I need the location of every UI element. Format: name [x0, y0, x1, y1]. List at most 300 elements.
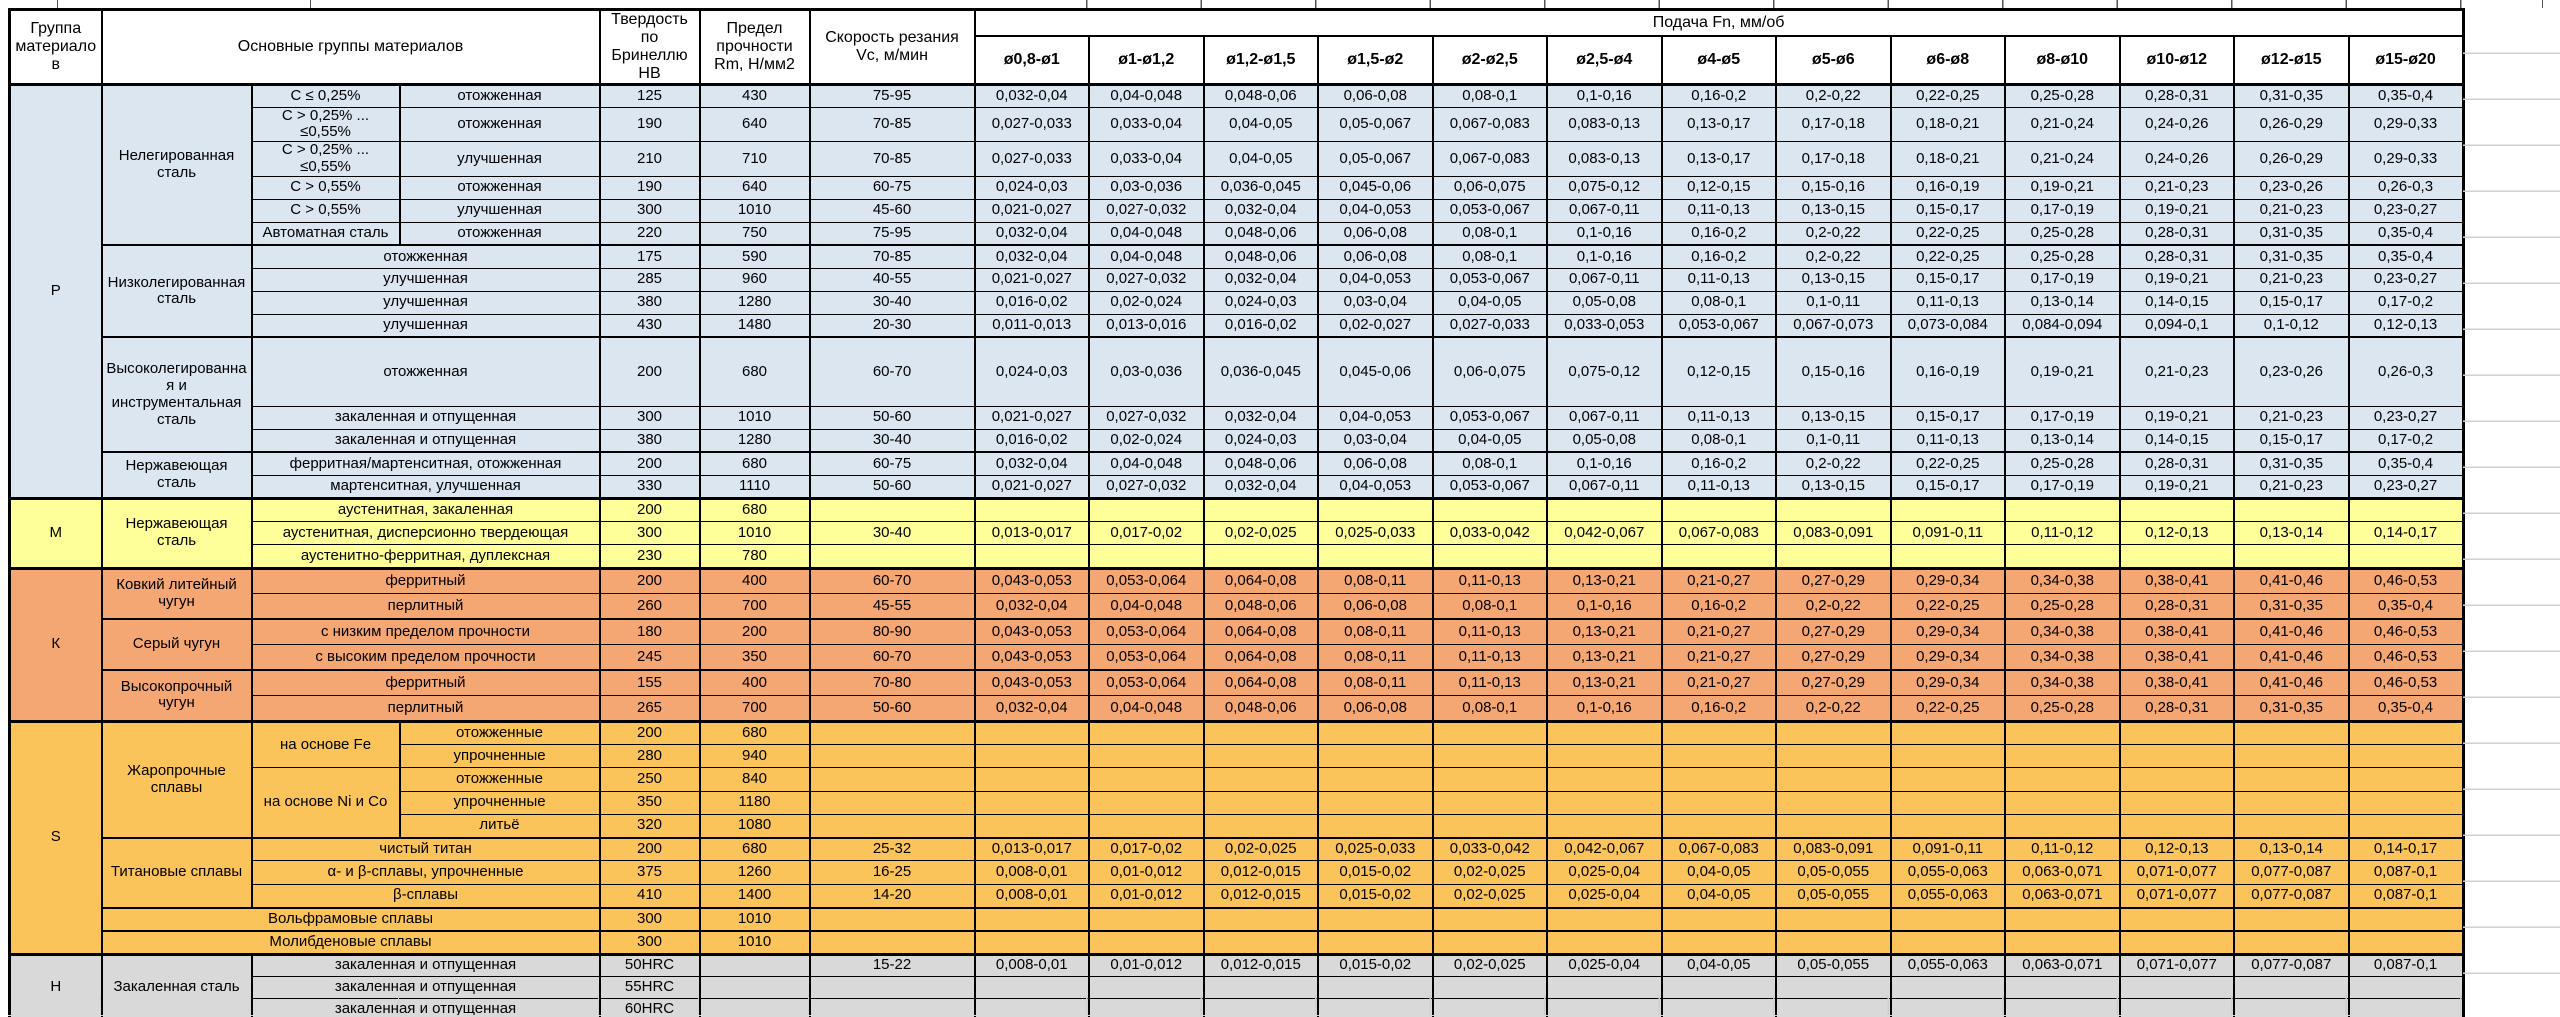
table-cell[interactable]: 15-22 [810, 954, 975, 976]
feed-value-cell[interactable] [1318, 745, 1433, 768]
feed-value-cell[interactable]: 0,1-0,16 [1547, 696, 1662, 722]
feed-value-cell[interactable]: 0,087-0,1 [2349, 861, 2464, 884]
feed-value-cell[interactable]: 0,008-0,01 [975, 861, 1090, 884]
feed-value-cell[interactable]: 0,032-0,04 [975, 222, 1090, 245]
feed-value-cell[interactable]: 0,033-0,053 [1547, 314, 1662, 337]
table-cell[interactable]: 200 [600, 568, 700, 594]
feed-value-cell[interactable]: 0,071-0,077 [2120, 861, 2235, 884]
feed-value-cell[interactable]: 0,12-0,15 [1662, 176, 1777, 199]
feed-value-cell[interactable]: 0,04-0,05 [1433, 429, 1548, 452]
table-cell[interactable]: Нелегированная сталь [102, 84, 252, 245]
table-cell[interactable]: 245 [600, 645, 700, 671]
table-cell[interactable]: ферритный [252, 568, 600, 594]
feed-value-cell[interactable]: 0,13-0,15 [1776, 406, 1891, 429]
feed-value-cell[interactable]: 0,21-0,23 [2234, 475, 2349, 498]
feed-value-cell[interactable]: 0,01-0,012 [1089, 861, 1204, 884]
feed-value-cell[interactable]: 0,24-0,26 [2120, 107, 2235, 142]
feed-value-cell[interactable]: 0,055-0,063 [1891, 954, 2006, 976]
feed-value-cell[interactable] [1776, 931, 1891, 954]
feed-value-cell[interactable]: 0,04-0,053 [1318, 475, 1433, 498]
feed-value-cell[interactable]: 0,35-0,4 [2349, 245, 2464, 268]
feed-value-cell[interactable]: 0,083-0,13 [1547, 142, 1662, 177]
feed-value-cell[interactable]: 0,15-0,17 [1891, 406, 2006, 429]
feed-value-cell[interactable] [1318, 545, 1433, 568]
table-cell[interactable]: 1010 [700, 908, 810, 931]
feed-value-cell[interactable]: 0,1-0,11 [1776, 291, 1891, 314]
feed-value-cell[interactable]: 0,012-0,015 [1204, 861, 1319, 884]
feed-value-cell[interactable]: 0,024-0,03 [975, 337, 1090, 406]
feed-value-cell[interactable]: 0,04-0,048 [1089, 594, 1204, 620]
feed-value-cell[interactable]: 0,08-0,11 [1318, 568, 1433, 594]
feed-value-cell[interactable] [1433, 814, 1548, 837]
feed-value-cell[interactable]: 0,18-0,21 [1891, 107, 2006, 142]
table-cell[interactable]: 710 [700, 142, 810, 177]
feed-value-cell[interactable] [2005, 545, 2120, 568]
table-cell[interactable]: на основе Fe [252, 721, 400, 768]
feed-value-cell[interactable]: 0,14-0,15 [2120, 291, 2235, 314]
feed-value-cell[interactable]: 0,29-0,34 [1891, 568, 2006, 594]
feed-value-cell[interactable]: 0,015-0,02 [1318, 954, 1433, 976]
feed-value-cell[interactable]: 0,025-0,04 [1547, 861, 1662, 884]
feed-value-cell[interactable]: 0,036-0,045 [1204, 176, 1319, 199]
table-cell[interactable]: 350 [700, 645, 810, 671]
table-cell[interactable]: перлитный [252, 696, 600, 722]
feed-value-cell[interactable]: 0,067-0,11 [1547, 268, 1662, 291]
table-cell[interactable]: 380 [600, 429, 700, 452]
table-cell[interactable]: 200 [600, 452, 700, 475]
feed-value-cell[interactable]: 0,13-0,14 [2005, 429, 2120, 452]
feed-value-cell[interactable]: 0,094-0,1 [2120, 314, 2235, 337]
feed-value-cell[interactable]: 0,013-0,016 [1089, 314, 1204, 337]
feed-value-cell[interactable]: 0,31-0,35 [2234, 594, 2349, 620]
feed-value-cell[interactable] [1547, 721, 1662, 744]
table-cell[interactable]: α- и β-сплавы, упрочненные [252, 861, 600, 884]
feed-value-cell[interactable] [1204, 745, 1319, 768]
feed-value-cell[interactable]: 0,21-0,24 [2005, 142, 2120, 177]
diameter-header[interactable]: ø8-ø10 [2005, 36, 2120, 84]
group-cell-m[interactable]: M [10, 498, 102, 568]
feed-value-cell[interactable]: 0,27-0,29 [1776, 568, 1891, 594]
feed-value-cell[interactable]: 0,25-0,28 [2005, 696, 2120, 722]
table-cell[interactable]: закаленная и отпущенная [252, 976, 600, 998]
table-cell[interactable]: улучшенная [400, 142, 600, 177]
group-cell-h[interactable]: Н [10, 954, 102, 1017]
feed-value-cell[interactable] [975, 814, 1090, 837]
feed-value-cell[interactable]: 0,02-0,025 [1204, 838, 1319, 861]
feed-value-cell[interactable] [2120, 791, 2235, 814]
table-cell[interactable]: 300 [600, 931, 700, 954]
feed-value-cell[interactable]: 0,06-0,075 [1433, 337, 1548, 406]
feed-value-cell[interactable]: 0,064-0,08 [1204, 619, 1319, 645]
table-cell[interactable]: 680 [700, 337, 810, 406]
feed-value-cell[interactable] [1776, 745, 1891, 768]
feed-value-cell[interactable]: 0,036-0,045 [1204, 337, 1319, 406]
table-cell[interactable]: Жаропрочные сплавы [102, 721, 252, 837]
diameter-header[interactable]: ø1,2-ø1,5 [1204, 36, 1319, 84]
table-cell[interactable]: 60-75 [810, 452, 975, 475]
feed-value-cell[interactable]: 0,1-0,12 [2234, 314, 2349, 337]
feed-value-cell[interactable]: 0,077-0,087 [2234, 861, 2349, 884]
feed-value-cell[interactable]: 0,2-0,22 [1776, 222, 1891, 245]
feed-value-cell[interactable]: 0,13-0,14 [2005, 291, 2120, 314]
table-cell[interactable]: 1480 [700, 314, 810, 337]
feed-value-cell[interactable] [1891, 545, 2006, 568]
table-cell[interactable]: отожженная [400, 176, 600, 199]
feed-value-cell[interactable]: 0,28-0,31 [2120, 245, 2235, 268]
table-cell[interactable]: Закаленная сталь [102, 954, 252, 1017]
table-cell[interactable]: 16-25 [810, 861, 975, 884]
feed-value-cell[interactable]: 0,13-0,15 [1776, 268, 1891, 291]
feed-value-cell[interactable]: 0,21-0,27 [1662, 645, 1777, 671]
feed-value-cell[interactable]: 0,23-0,26 [2234, 337, 2349, 406]
table-cell[interactable]: 1110 [700, 475, 810, 498]
table-cell[interactable]: 75-95 [810, 222, 975, 245]
feed-value-cell[interactable] [2349, 545, 2464, 568]
feed-value-cell[interactable]: 0,053-0,067 [1433, 199, 1548, 222]
feed-value-cell[interactable]: 0,027-0,032 [1089, 406, 1204, 429]
table-cell[interactable]: 280 [600, 745, 700, 768]
table-cell[interactable]: 60-70 [810, 645, 975, 671]
feed-value-cell[interactable] [1433, 745, 1548, 768]
table-cell[interactable]: отожженная [400, 107, 600, 142]
feed-value-cell[interactable]: 0,06-0,08 [1318, 696, 1433, 722]
feed-value-cell[interactable]: 0,11-0,13 [1662, 268, 1777, 291]
feed-value-cell[interactable]: 0,032-0,04 [1204, 268, 1319, 291]
table-cell[interactable] [810, 498, 975, 521]
table-cell[interactable]: 50-60 [810, 475, 975, 498]
feed-value-cell[interactable]: 0,14-0,17 [2349, 522, 2464, 545]
feed-value-cell[interactable]: 0,19-0,21 [2120, 268, 2235, 291]
feed-value-cell[interactable]: 0,15-0,16 [1776, 176, 1891, 199]
feed-value-cell[interactable]: 0,053-0,064 [1089, 645, 1204, 671]
feed-value-cell[interactable]: 0,11-0,13 [1662, 406, 1777, 429]
feed-value-cell[interactable]: 0,15-0,17 [1891, 199, 2006, 222]
table-cell[interactable]: 780 [700, 545, 810, 568]
table-cell[interactable]: 50-60 [810, 406, 975, 429]
feed-value-cell[interactable]: 0,032-0,04 [975, 245, 1090, 268]
feed-value-cell[interactable] [2234, 745, 2349, 768]
diameter-header[interactable]: ø2,5-ø4 [1547, 36, 1662, 84]
feed-value-cell[interactable] [2120, 814, 2235, 837]
feed-value-cell[interactable]: 0,11-0,13 [1891, 291, 2006, 314]
feed-value-cell[interactable]: 0,27-0,29 [1776, 619, 1891, 645]
table-cell[interactable]: закаленная и отпущенная [252, 406, 600, 429]
feed-value-cell[interactable]: 0,04-0,048 [1089, 84, 1204, 107]
feed-value-cell[interactable]: 0,04-0,05 [1204, 142, 1319, 177]
feed-value-cell[interactable]: 0,16-0,2 [1662, 84, 1777, 107]
feed-value-cell[interactable]: 0,05-0,067 [1318, 107, 1433, 142]
feed-value-cell[interactable] [1891, 721, 2006, 744]
table-cell[interactable]: отожженная [252, 245, 600, 268]
table-cell[interactable]: 1180 [700, 791, 810, 814]
feed-value-cell[interactable]: 0,016-0,02 [975, 429, 1090, 452]
feed-value-cell[interactable]: 0,02-0,025 [1433, 861, 1548, 884]
feed-value-cell[interactable] [1204, 545, 1319, 568]
feed-value-cell[interactable]: 0,032-0,04 [975, 696, 1090, 722]
feed-value-cell[interactable] [1204, 498, 1319, 521]
feed-value-cell[interactable]: 0,31-0,35 [2234, 222, 2349, 245]
feed-value-cell[interactable] [1776, 814, 1891, 837]
table-cell[interactable]: 1260 [700, 861, 810, 884]
table-cell[interactable]: 250 [600, 768, 700, 791]
table-cell[interactable]: 350 [600, 791, 700, 814]
feed-value-cell[interactable]: 0,41-0,46 [2234, 568, 2349, 594]
feed-value-cell[interactable]: 0,02-0,024 [1089, 291, 1204, 314]
feed-value-cell[interactable] [2349, 745, 2464, 768]
feed-value-cell[interactable] [1318, 721, 1433, 744]
feed-value-cell[interactable]: 0,35-0,4 [2349, 222, 2464, 245]
feed-value-cell[interactable]: 0,17-0,2 [2349, 291, 2464, 314]
feed-value-cell[interactable]: 0,35-0,4 [2349, 84, 2464, 107]
feed-value-cell[interactable]: 0,032-0,04 [1204, 406, 1319, 429]
feed-value-cell[interactable]: 0,04-0,05 [1662, 861, 1777, 884]
feed-value-cell[interactable]: 0,41-0,46 [2234, 670, 2349, 696]
feed-value-cell[interactable]: 0,033-0,04 [1089, 142, 1204, 177]
table-cell[interactable]: C > 0,25% ... ≤0,55% [252, 142, 400, 177]
feed-value-cell[interactable]: 0,048-0,06 [1204, 696, 1319, 722]
feed-value-cell[interactable]: 0,13-0,21 [1547, 619, 1662, 645]
feed-value-cell[interactable] [1433, 545, 1548, 568]
table-cell[interactable]: 190 [600, 176, 700, 199]
feed-value-cell[interactable]: 0,033-0,04 [1089, 107, 1204, 142]
feed-value-cell[interactable] [2005, 745, 2120, 768]
feed-value-cell[interactable]: 0,03-0,036 [1089, 176, 1204, 199]
feed-value-cell[interactable]: 0,14-0,15 [2120, 429, 2235, 452]
header-cutting-speed[interactable]: Скорость резания Vc, м/мин [810, 10, 975, 85]
feed-value-cell[interactable]: 0,1-0,11 [1776, 429, 1891, 452]
feed-value-cell[interactable]: 0,04-0,048 [1089, 696, 1204, 722]
table-cell[interactable]: 1010 [700, 406, 810, 429]
table-cell[interactable]: 155 [600, 670, 700, 696]
feed-value-cell[interactable]: 0,26-0,3 [2349, 337, 2464, 406]
feed-value-cell[interactable]: 0,13-0,21 [1547, 670, 1662, 696]
feed-value-cell[interactable] [1891, 791, 2006, 814]
feed-value-cell[interactable]: 0,29-0,34 [1891, 645, 2006, 671]
feed-value-cell[interactable]: 0,16-0,2 [1662, 594, 1777, 620]
feed-value-cell[interactable]: 0,2-0,22 [1776, 84, 1891, 107]
feed-value-cell[interactable] [1089, 931, 1204, 954]
feed-value-cell[interactable] [1662, 745, 1777, 768]
feed-value-cell[interactable] [1433, 498, 1548, 521]
table-cell[interactable]: 60-70 [810, 337, 975, 406]
feed-value-cell[interactable] [1662, 931, 1777, 954]
feed-value-cell[interactable]: 0,053-0,064 [1089, 670, 1204, 696]
feed-value-cell[interactable]: 0,015-0,02 [1318, 884, 1433, 907]
feed-value-cell[interactable]: 0,12-0,13 [2120, 838, 2235, 861]
feed-value-cell[interactable]: 0,17-0,19 [2005, 406, 2120, 429]
feed-value-cell[interactable]: 0,28-0,31 [2120, 84, 2235, 107]
feed-value-cell[interactable] [1891, 498, 2006, 521]
table-cell[interactable]: C ≤ 0,25% [252, 84, 400, 107]
table-cell[interactable]: 70-80 [810, 670, 975, 696]
feed-value-cell[interactable]: 0,08-0,1 [1433, 245, 1548, 268]
feed-value-cell[interactable] [1089, 745, 1204, 768]
feed-value-cell[interactable] [1433, 768, 1548, 791]
feed-value-cell[interactable]: 0,23-0,27 [2349, 406, 2464, 429]
feed-value-cell[interactable] [1433, 721, 1548, 744]
table-cell[interactable]: 300 [600, 406, 700, 429]
feed-value-cell[interactable]: 0,04-0,05 [1204, 107, 1319, 142]
feed-value-cell[interactable]: 0,46-0,53 [2349, 645, 2464, 671]
feed-value-cell[interactable]: 0,31-0,35 [2234, 452, 2349, 475]
feed-value-cell[interactable]: 0,46-0,53 [2349, 619, 2464, 645]
table-cell[interactable]: C > 0,25% ... ≤0,55% [252, 107, 400, 142]
feed-value-cell[interactable]: 0,29-0,34 [1891, 670, 2006, 696]
table-cell[interactable]: 200 [600, 498, 700, 521]
feed-value-cell[interactable]: 0,41-0,46 [2234, 645, 2349, 671]
table-cell[interactable]: 300 [600, 199, 700, 222]
feed-value-cell[interactable]: 0,027-0,033 [1433, 314, 1548, 337]
table-cell[interactable]: перлитный [252, 594, 600, 620]
feed-value-cell[interactable]: 0,13-0,21 [1547, 645, 1662, 671]
feed-value-cell[interactable]: 0,29-0,34 [1891, 619, 2006, 645]
feed-value-cell[interactable] [2234, 931, 2349, 954]
feed-value-cell[interactable] [975, 498, 1090, 521]
table-cell[interactable]: 700 [700, 696, 810, 722]
feed-value-cell[interactable] [1776, 498, 1891, 521]
feed-value-cell[interactable]: 0,045-0,06 [1318, 337, 1433, 406]
feed-value-cell[interactable]: 0,043-0,053 [975, 670, 1090, 696]
feed-value-cell[interactable] [2349, 814, 2464, 837]
table-cell[interactable]: 700 [700, 594, 810, 620]
table-cell[interactable]: 75-95 [810, 84, 975, 107]
feed-value-cell[interactable] [1547, 498, 1662, 521]
feed-value-cell[interactable] [2005, 908, 2120, 931]
feed-value-cell[interactable]: 0,08-0,1 [1433, 452, 1548, 475]
table-cell[interactable]: C > 0,55% [252, 176, 400, 199]
feed-value-cell[interactable]: 0,34-0,38 [2005, 568, 2120, 594]
feed-value-cell[interactable]: 0,071-0,077 [2120, 954, 2235, 976]
table-cell[interactable]: 40-55 [810, 268, 975, 291]
feed-value-cell[interactable]: 0,024-0,03 [1204, 291, 1319, 314]
feed-value-cell[interactable]: 0,013-0,017 [975, 838, 1090, 861]
feed-value-cell[interactable]: 0,05-0,08 [1547, 291, 1662, 314]
feed-value-cell[interactable]: 0,38-0,41 [2120, 645, 2235, 671]
feed-value-cell[interactable]: 0,15-0,17 [2234, 429, 2349, 452]
feed-value-cell[interactable]: 0,15-0,17 [1891, 268, 2006, 291]
feed-value-cell[interactable]: 0,24-0,26 [2120, 142, 2235, 177]
feed-value-cell[interactable]: 0,055-0,063 [1891, 884, 2006, 907]
feed-value-cell[interactable] [1776, 908, 1891, 931]
feed-value-cell[interactable]: 0,35-0,4 [2349, 452, 2464, 475]
table-cell[interactable]: улучшенная [252, 268, 600, 291]
header-main-groups[interactable]: Основные группы материалов [102, 10, 600, 85]
feed-value-cell[interactable]: 0,23-0,27 [2349, 199, 2464, 222]
feed-value-cell[interactable] [1318, 791, 1433, 814]
feed-value-cell[interactable] [1547, 791, 1662, 814]
table-cell[interactable] [810, 768, 975, 791]
feed-value-cell[interactable]: 0,11-0,13 [1662, 475, 1777, 498]
feed-value-cell[interactable]: 0,024-0,03 [1204, 429, 1319, 452]
feed-value-cell[interactable]: 0,17-0,2 [2349, 429, 2464, 452]
feed-value-cell[interactable] [975, 908, 1090, 931]
diameter-header[interactable]: ø1,5-ø2 [1318, 36, 1433, 84]
table-cell[interactable]: Ковкий литейный чугун [102, 568, 252, 619]
table-cell[interactable]: 265 [600, 696, 700, 722]
feed-value-cell[interactable] [2349, 908, 2464, 931]
feed-value-cell[interactable]: 0,21-0,23 [2234, 199, 2349, 222]
feed-value-cell[interactable]: 0,16-0,2 [1662, 696, 1777, 722]
feed-value-cell[interactable]: 0,15-0,16 [1776, 337, 1891, 406]
feed-value-cell[interactable]: 0,21-0,23 [2234, 406, 2349, 429]
group-cell-p[interactable]: P [10, 84, 102, 498]
feed-value-cell[interactable]: 0,41-0,46 [2234, 619, 2349, 645]
table-cell[interactable]: 200 [700, 619, 810, 645]
feed-value-cell[interactable]: 0,075-0,12 [1547, 176, 1662, 199]
table-cell[interactable]: 30-40 [810, 429, 975, 452]
feed-value-cell[interactable]: 0,25-0,28 [2005, 245, 2120, 268]
feed-value-cell[interactable]: 0,021-0,027 [975, 199, 1090, 222]
feed-value-cell[interactable] [1204, 791, 1319, 814]
feed-value-cell[interactable]: 0,064-0,08 [1204, 645, 1319, 671]
feed-value-cell[interactable]: 0,18-0,21 [1891, 142, 2006, 177]
feed-value-cell[interactable]: 0,08-0,1 [1433, 84, 1548, 107]
feed-value-cell[interactable] [1776, 768, 1891, 791]
feed-value-cell[interactable]: 0,17-0,19 [2005, 268, 2120, 291]
feed-value-cell[interactable]: 0,2-0,22 [1776, 452, 1891, 475]
feed-value-cell[interactable]: 0,12-0,15 [1662, 337, 1777, 406]
table-cell[interactable]: 300 [600, 908, 700, 931]
feed-value-cell[interactable] [2349, 791, 2464, 814]
table-cell[interactable]: 680 [700, 838, 810, 861]
table-cell[interactable]: упрочненные [400, 745, 600, 768]
diameter-header[interactable]: ø0,8-ø1 [975, 36, 1090, 84]
feed-value-cell[interactable]: 0,008-0,01 [975, 884, 1090, 907]
diameter-header[interactable]: ø5-ø6 [1776, 36, 1891, 84]
feed-value-cell[interactable]: 0,11-0,13 [1433, 619, 1548, 645]
feed-value-cell[interactable]: 0,027-0,033 [975, 107, 1090, 142]
feed-value-cell[interactable]: 0,21-0,24 [2005, 107, 2120, 142]
feed-value-cell[interactable]: 0,04-0,053 [1318, 268, 1433, 291]
feed-value-cell[interactable]: 0,017-0,02 [1089, 522, 1204, 545]
feed-value-cell[interactable]: 0,28-0,31 [2120, 696, 2235, 722]
table-cell[interactable]: 25-32 [810, 838, 975, 861]
feed-value-cell[interactable] [1662, 768, 1777, 791]
feed-value-cell[interactable]: 0,048-0,06 [1204, 84, 1319, 107]
table-cell[interactable]: ферритный [252, 670, 600, 696]
feed-value-cell[interactable] [1433, 791, 1548, 814]
table-cell[interactable]: 285 [600, 268, 700, 291]
table-cell[interactable]: 45-60 [810, 199, 975, 222]
table-cell[interactable]: 1280 [700, 429, 810, 452]
table-cell[interactable]: 400 [700, 568, 810, 594]
feed-value-cell[interactable]: 0,091-0,11 [1891, 838, 2006, 861]
table-cell[interactable]: 175 [600, 245, 700, 268]
feed-value-cell[interactable] [1433, 908, 1548, 931]
feed-value-cell[interactable]: 0,02-0,027 [1318, 314, 1433, 337]
table-cell[interactable]: 45-55 [810, 594, 975, 620]
feed-value-cell[interactable]: 0,084-0,094 [2005, 314, 2120, 337]
table-cell[interactable]: 190 [600, 107, 700, 142]
feed-value-cell[interactable] [1089, 721, 1204, 744]
feed-value-cell[interactable] [1776, 545, 1891, 568]
table-cell[interactable]: аустенитная, дисперсионно твердеющая [252, 522, 600, 545]
feed-value-cell[interactable]: 0,032-0,04 [975, 452, 1090, 475]
table-cell[interactable]: 50-60 [810, 696, 975, 722]
feed-value-cell[interactable]: 0,042-0,067 [1547, 838, 1662, 861]
feed-value-cell[interactable]: 0,01-0,012 [1089, 884, 1204, 907]
feed-value-cell[interactable]: 0,025-0,04 [1547, 884, 1662, 907]
feed-value-cell[interactable]: 0,25-0,28 [2005, 594, 2120, 620]
feed-value-cell[interactable] [1204, 908, 1319, 931]
table-cell[interactable]: 380 [600, 291, 700, 314]
feed-value-cell[interactable] [1891, 908, 2006, 931]
feed-value-cell[interactable]: 0,083-0,091 [1776, 838, 1891, 861]
feed-value-cell[interactable]: 0,032-0,04 [975, 594, 1090, 620]
table-cell[interactable]: 375 [600, 861, 700, 884]
feed-value-cell[interactable]: 0,03-0,036 [1089, 337, 1204, 406]
feed-value-cell[interactable]: 0,08-0,11 [1318, 670, 1433, 696]
